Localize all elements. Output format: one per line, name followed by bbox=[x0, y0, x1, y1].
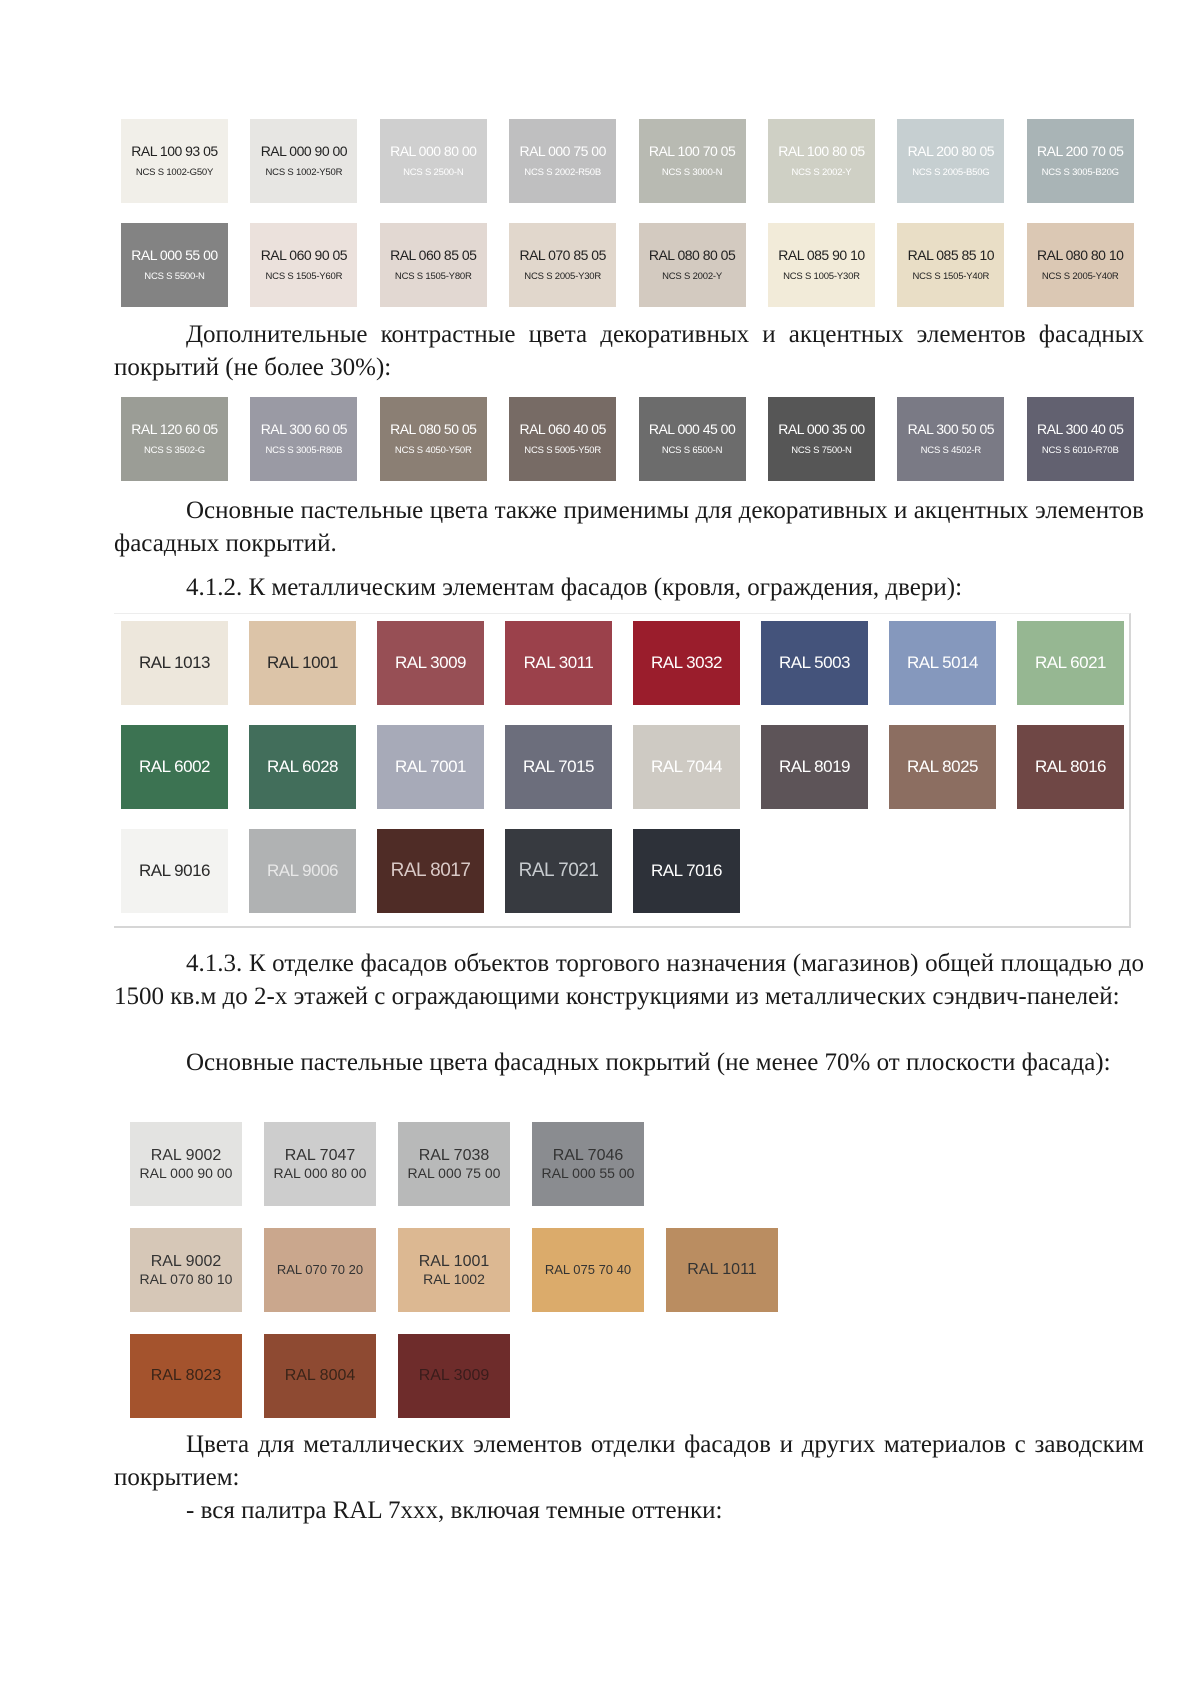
color-swatch bbox=[889, 621, 996, 705]
color-swatch bbox=[130, 1334, 242, 1418]
color-swatch bbox=[250, 397, 357, 481]
swatch-ncs-code: NCS S 1505-Y40R bbox=[912, 270, 990, 282]
swatch-code: RAL 5003 bbox=[779, 653, 850, 673]
color-swatch bbox=[666, 1228, 778, 1312]
swatch-code: RAL 6028 bbox=[267, 757, 338, 777]
swatch-ncs-code: NCS S 3005-B20G bbox=[1041, 166, 1119, 178]
swatch-ncs-code: NCS S 3000-N bbox=[661, 166, 723, 178]
swatch-secondary-code: RAL 000 55 00 bbox=[541, 1165, 635, 1182]
pastel-note-paragraph: Основные пастельные цвета также применимы для декоративных и акцентных элементов фасадных покрытий. bbox=[114, 497, 1144, 557]
swatch-code: RAL 9002 bbox=[150, 1252, 222, 1270]
metal-factory-coating-paragraph: Цвета для металлических элементов отделки фасадов и других материалов с заводским покрытием: bbox=[114, 1431, 1144, 1491]
swatch-code: RAL 8016 bbox=[1035, 757, 1106, 777]
retail-main-colors-paragraph: Основные пастельные цвета фасадных покрытий (не менее 70% от плоскости фасада): bbox=[186, 1049, 1111, 1076]
color-swatch bbox=[761, 621, 868, 705]
swatch-code: RAL 3011 bbox=[523, 653, 594, 673]
color-swatch bbox=[264, 1228, 376, 1312]
swatch-code: RAL 1013 bbox=[139, 653, 210, 673]
color-swatch bbox=[264, 1334, 376, 1418]
swatch-code: RAL 080 80 10 bbox=[1037, 247, 1124, 264]
swatch-code: RAL 120 60 05 bbox=[131, 421, 218, 438]
color-swatch bbox=[505, 621, 612, 705]
swatch-code: RAL 7015 bbox=[523, 757, 594, 777]
ral-7xxx-bullet: - вся палитра RAL 7ххх, включая темные оттенки: bbox=[186, 1497, 723, 1524]
color-swatch bbox=[249, 621, 356, 705]
color-swatch bbox=[377, 829, 484, 913]
swatch-code: RAL 075 70 40 bbox=[544, 1261, 632, 1277]
color-swatch bbox=[897, 223, 1004, 307]
swatch-code: RAL 7001 bbox=[395, 757, 466, 777]
color-swatch bbox=[633, 621, 740, 705]
swatch-ncs-code: NCS S 2002-Y bbox=[791, 166, 852, 178]
swatch-code: RAL 200 80 05 bbox=[907, 143, 995, 160]
color-swatch bbox=[639, 119, 746, 203]
swatch-ncs-code: NCS S 1002-Y50R bbox=[265, 166, 343, 178]
color-swatch bbox=[121, 621, 228, 705]
swatch-ncs-code: NCS S 1505-Y80R bbox=[394, 270, 472, 282]
swatch-ncs-code: NCS S 2002-R50B bbox=[524, 166, 602, 178]
color-swatch bbox=[897, 397, 1004, 481]
color-swatch bbox=[768, 397, 875, 481]
swatch-ncs-code: NCS S 2002-Y bbox=[662, 270, 723, 282]
swatch-secondary-code: RAL 000 80 00 bbox=[273, 1165, 367, 1182]
swatch-code: RAL 8017 bbox=[390, 860, 471, 882]
color-swatch bbox=[377, 621, 484, 705]
swatch-code: RAL 085 85 10 bbox=[907, 247, 995, 264]
swatch-code: RAL 8025 bbox=[907, 757, 978, 777]
color-swatch bbox=[398, 1228, 510, 1312]
swatch-code: RAL 070 70 20 bbox=[276, 1261, 364, 1277]
swatch-ncs-code: NCS S 6010-R70B bbox=[1041, 444, 1119, 456]
swatch-code: RAL 7038 bbox=[418, 1146, 490, 1164]
swatch-code: RAL 080 50 05 bbox=[390, 421, 477, 438]
color-swatch bbox=[121, 119, 228, 203]
swatch-code: RAL 200 70 05 bbox=[1037, 143, 1124, 160]
color-swatch bbox=[768, 119, 875, 203]
color-swatch bbox=[130, 1122, 242, 1206]
color-swatch bbox=[1027, 119, 1134, 203]
color-swatch bbox=[121, 223, 228, 307]
color-swatch bbox=[633, 725, 740, 809]
color-swatch bbox=[1017, 725, 1124, 809]
color-swatch bbox=[509, 397, 616, 481]
color-swatch bbox=[633, 829, 740, 913]
swatch-code: RAL 060 40 05 bbox=[519, 421, 606, 438]
swatch-secondary-code: RAL 000 90 00 bbox=[139, 1165, 233, 1182]
swatch-ncs-code: NCS S 2500-N bbox=[403, 166, 464, 178]
swatch-code: RAL 100 80 05 bbox=[778, 143, 865, 160]
color-swatch bbox=[264, 1122, 376, 1206]
swatch-ncs-code: NCS S 7500-N bbox=[791, 444, 852, 456]
color-swatch bbox=[509, 223, 616, 307]
swatch-code: RAL 000 55 00 bbox=[131, 247, 218, 264]
swatch-code: RAL 085 90 10 bbox=[778, 247, 865, 264]
swatch-secondary-code: RAL 1002 bbox=[423, 1271, 485, 1288]
contrast-colors-paragraph: Дополнительные контрастные цвета декоративных и акцентных элементов фасадных покрытий (не более 30%): bbox=[114, 321, 1144, 381]
swatch-code: RAL 6021 bbox=[1035, 653, 1106, 673]
color-swatch bbox=[121, 397, 228, 481]
color-swatch bbox=[130, 1228, 242, 1312]
color-swatch bbox=[121, 829, 228, 913]
contrast-swatch-grid bbox=[121, 397, 1134, 481]
color-swatch bbox=[505, 829, 612, 913]
swatch-code: RAL 7046 bbox=[552, 1146, 624, 1164]
swatch-ncs-code: NCS S 4050-Y50R bbox=[394, 444, 472, 456]
swatch-code: RAL 8023 bbox=[150, 1366, 222, 1384]
swatch-code: RAL 1001 bbox=[418, 1252, 490, 1270]
swatch-code: RAL 080 80 05 bbox=[648, 247, 736, 264]
swatch-code: RAL 300 60 05 bbox=[260, 421, 348, 438]
color-swatch bbox=[532, 1122, 644, 1206]
color-swatch bbox=[761, 725, 868, 809]
retail-swatch-grid bbox=[130, 1122, 778, 1418]
swatch-code: RAL 060 90 05 bbox=[260, 247, 348, 264]
color-swatch bbox=[505, 725, 612, 809]
swatch-secondary-code: RAL 000 75 00 bbox=[407, 1165, 501, 1182]
swatch-ncs-code: NCS S 3502-G bbox=[144, 444, 205, 456]
swatch-code: RAL 300 50 05 bbox=[907, 421, 995, 438]
color-swatch bbox=[768, 223, 875, 307]
swatch-code: RAL 5014 bbox=[907, 653, 978, 673]
swatch-code: RAL 9002 bbox=[150, 1146, 222, 1164]
swatch-ncs-code: NCS S 1005-Y30R bbox=[783, 270, 860, 282]
color-swatch bbox=[1017, 621, 1124, 705]
swatch-ncs-code: NCS S 5005-Y50R bbox=[524, 444, 602, 456]
swatch-code: RAL 100 70 05 bbox=[648, 143, 736, 160]
metal-swatch-grid bbox=[121, 621, 1124, 913]
swatch-secondary-code: RAL 070 80 10 bbox=[139, 1271, 233, 1288]
swatch-code: RAL 070 85 05 bbox=[519, 247, 606, 264]
swatch-ncs-code: NCS S 2005-Y30R bbox=[524, 270, 602, 282]
swatch-code: RAL 100 93 05 bbox=[131, 143, 218, 160]
color-swatch bbox=[639, 223, 746, 307]
swatch-code: RAL 300 40 05 bbox=[1037, 421, 1124, 438]
color-swatch bbox=[380, 119, 487, 203]
color-swatch bbox=[377, 725, 484, 809]
swatch-code: RAL 3009 bbox=[395, 653, 466, 673]
swatch-code: RAL 8019 bbox=[779, 757, 850, 777]
swatch-code: RAL 000 75 00 bbox=[519, 143, 606, 160]
swatch-ncs-code: NCS S 5500-N bbox=[144, 270, 205, 282]
swatch-ncs-code: NCS S 2005-B50G bbox=[912, 166, 990, 178]
swatch-code: RAL 1011 bbox=[687, 1260, 757, 1278]
color-swatch bbox=[398, 1334, 510, 1418]
swatch-code: RAL 7044 bbox=[651, 757, 722, 777]
swatch-code: RAL 9016 bbox=[139, 861, 210, 881]
swatch-code: RAL 7021 bbox=[518, 860, 599, 882]
swatch-code: RAL 1001 bbox=[267, 653, 338, 673]
swatch-ncs-code: NCS S 2005-Y40R bbox=[1041, 270, 1119, 282]
swatch-ncs-code: NCS S 6500-N bbox=[661, 444, 723, 456]
color-swatch bbox=[250, 119, 357, 203]
swatch-ncs-code: NCS S 3005-R80B bbox=[265, 444, 343, 456]
color-swatch bbox=[249, 829, 356, 913]
swatch-code: RAL 000 90 00 bbox=[260, 143, 348, 160]
swatch-code: RAL 8004 bbox=[284, 1366, 356, 1384]
color-swatch bbox=[380, 397, 487, 481]
metal-elements-heading: 4.1.2. К металлическим элементам фасадов (кровля, ограждения, двери): bbox=[186, 574, 963, 601]
swatch-code: RAL 060 85 05 bbox=[390, 247, 477, 264]
swatch-ncs-code: NCS S 4502-R bbox=[920, 444, 982, 456]
color-swatch bbox=[897, 119, 1004, 203]
main-pastel-swatch-grid bbox=[121, 119, 1134, 307]
color-swatch bbox=[509, 119, 616, 203]
swatch-ncs-code: NCS S 1002-G50Y bbox=[135, 166, 214, 178]
color-swatch bbox=[249, 725, 356, 809]
color-swatch bbox=[250, 223, 357, 307]
swatch-code: RAL 3032 bbox=[651, 653, 722, 673]
color-swatch bbox=[121, 725, 228, 809]
color-swatch bbox=[1027, 397, 1134, 481]
color-swatch bbox=[532, 1228, 644, 1312]
swatch-code: RAL 7047 bbox=[284, 1146, 356, 1164]
swatch-code: RAL 3009 bbox=[418, 1366, 490, 1384]
swatch-code: RAL 7016 bbox=[651, 861, 722, 881]
color-swatch bbox=[1027, 223, 1134, 307]
swatch-code: RAL 000 80 00 bbox=[390, 143, 477, 160]
swatch-code: RAL 000 45 00 bbox=[648, 421, 736, 438]
swatch-code: RAL 9006 bbox=[267, 861, 338, 881]
color-swatch bbox=[889, 725, 996, 809]
retail-facade-heading: 4.1.3. К отделке фасадов объектов торгового назначения (магазинов) общей площадью до 1500 кв.м до 2-х этажей с ограждающими конструкциями из металлических сэндвич-панелей: bbox=[114, 950, 1144, 1010]
swatch-code: RAL 6002 bbox=[139, 757, 210, 777]
swatch-ncs-code: NCS S 1505-Y60R bbox=[265, 270, 343, 282]
color-swatch bbox=[398, 1122, 510, 1206]
color-swatch bbox=[639, 397, 746, 481]
swatch-code: RAL 000 35 00 bbox=[778, 421, 865, 438]
color-swatch bbox=[380, 223, 487, 307]
